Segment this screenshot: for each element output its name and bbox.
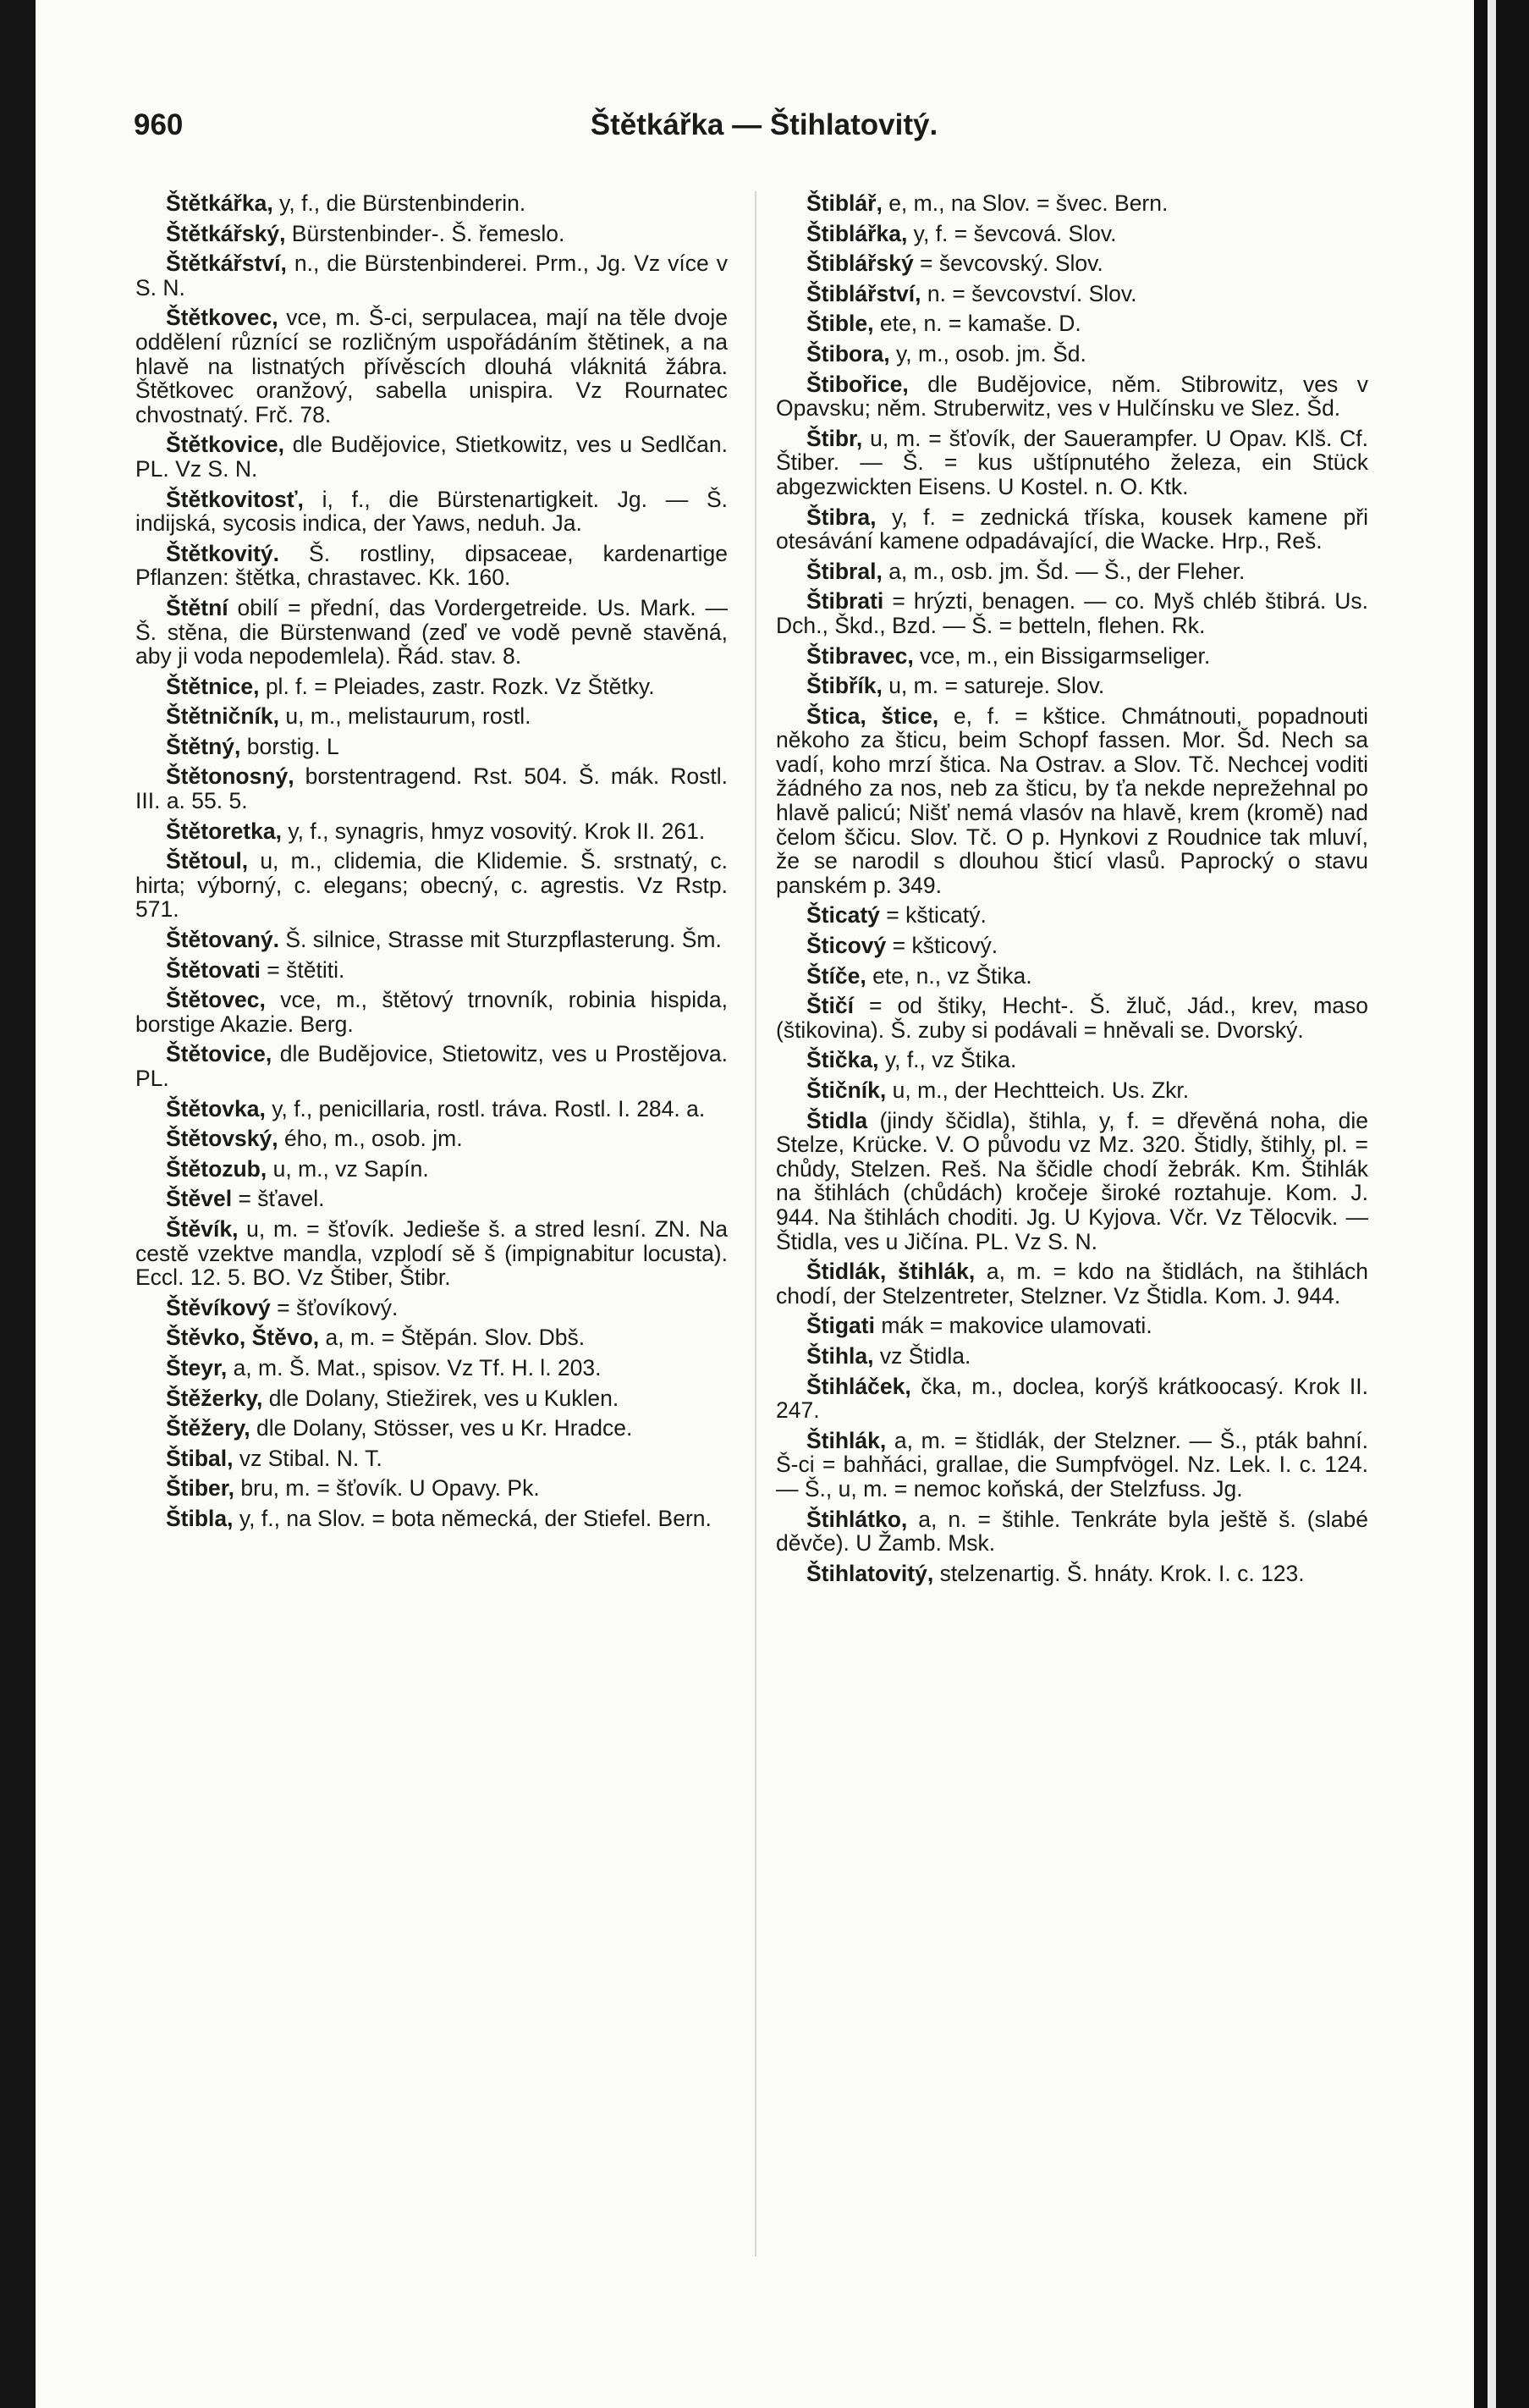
entry-headword: Štětovský, [166,1126,278,1152]
dictionary-entry [776,427,1368,499]
dictionary-entry [135,928,728,952]
dictionary-entry [135,1217,728,1290]
dictionary-entry [135,1296,728,1320]
entry-definition: u, m. = satureje. Slov. [882,673,1105,699]
entry-headword: Štěvíkový [166,1294,271,1320]
entry-definition: čka, m., doclea, korýš krátkoocasý. Krok II. 247. [776,1373,1368,1424]
entry-definition: u, m. = šťovík, der Sauerampfer. U Opav. Klš. Cf. Štiber. — Š. = kus uštípnutého železa, ein Stück abgezwickten Eisens. U Kostel. n. O. Ktk. [776,425,1368,499]
dictionary-page [36,0,1474,2408]
dictionary-entry [135,1386,728,1411]
dictionary-entry [776,191,1368,216]
dictionary-entry [776,222,1368,246]
dictionary-entry [135,1325,728,1350]
dictionary-entry [135,433,728,481]
entry-headword: Štětkovice, [166,432,284,458]
dictionary-entry [135,1356,728,1380]
dictionary-entry [776,1314,1368,1338]
entry-definition: a, m., osb. jm. Šd. — Š., der Fleher. [882,558,1246,584]
entry-definition: dle Budějovice, Stietowitz, ves u Prostějova. PL. [135,1041,728,1091]
entry-headword: Šticový [806,933,887,959]
entry-definition: y, m., osob. jm. Šd. [889,340,1086,366]
entry-definition: stelzenartig. Š. hnáty. Krok. I. c. 123. [933,1560,1305,1586]
entry-headword: Štihlák, [806,1427,887,1453]
entry-headword: Štětkářský, [166,220,286,246]
entry-headword: Štihla, [806,1342,874,1369]
entry-headword: Štětkářství, [166,251,287,277]
entry-definition: vz Stibal. N. T. [233,1445,382,1471]
left-column [135,191,728,1537]
page-number: 960 [134,108,184,141]
dictionary-entry [135,735,728,759]
entry-headword: Štětný, [166,733,241,759]
entry-headword: Štětozub, [166,1155,267,1182]
entry-definition: = kšticový. [886,933,998,959]
dictionary-entry [776,1109,1368,1254]
dictionary-entry [776,505,1368,554]
entry-definition: n. = ševcovství. Slov. [921,280,1137,306]
entry-definition: = hrýzti, benagen. — co. Myš chléb štibrá. Us. Dch., Škd., Bzd. — Š. = betteln, flehen. Rk. [776,588,1368,638]
entry-headword: Štětkovec, [166,305,278,331]
entry-headword: Štibrati [806,588,884,614]
dictionary-entry [135,1476,728,1501]
entry-headword: Štiblář, [806,190,883,216]
entry-headword: Štibal, [166,1445,234,1471]
dictionary-entry [135,596,728,669]
entry-definition: a, m. = štidlák, der Stelzner. — Š., pták bahní. Š-ci = bahňáci, grallae, die Sumpfvögel. Nz. Lek. I. c. 124. — Š., u, m. = nemoc koňská, der Stelzfuss. Jg. [776,1427,1368,1502]
dictionary-entry [135,542,728,590]
entry-headword: Šticatý [806,902,880,928]
entry-definition: vce, m., ein Bissigarmseliger. [913,642,1211,669]
dictionary-entry [135,1097,728,1121]
entry-headword: Štětničník, [166,703,280,730]
entry-headword: Štiber, [166,1475,235,1502]
dictionary-entry [135,488,728,536]
entry-definition: vz Štidla. [873,1342,971,1369]
entry-headword: Štiblářka, [806,220,908,246]
dictionary-entry [135,222,728,246]
entry-headword: Štětnice, [166,673,260,699]
entry-definition: dle Budějovice, Stietkowitz, ves u Sedlčan. PL. Vz S. N. [135,432,728,482]
dictionary-entry [135,849,728,922]
entry-definition: y, f., penicillaria, rostl. tráva. Rostl. I. 284. a. [265,1095,706,1121]
entry-definition: Š. rostliny, dipsaceae, kardenartige Pflanzen: štětka, chrastavec. Kk. 160. [135,540,728,591]
dictionary-entry [776,1375,1368,1423]
entry-headword: Štidlák, štihlák, [806,1259,976,1285]
entry-headword: Štibravec, [806,642,914,669]
entry-definition: y, f., vz Štika. [878,1047,1017,1073]
entry-headword: Štětkářka, [166,190,273,216]
entry-headword: Štička, [806,1047,879,1073]
entry-headword: Šteyr, [166,1354,228,1380]
entry-headword: Štětonosný, [166,763,294,790]
entry-definition: mák = makovice ulamovati. [874,1313,1152,1339]
dictionary-entry [135,819,728,844]
dictionary-entry [776,1429,1368,1502]
entry-headword: Štibral, [806,558,883,584]
entry-definition: a, m. Š. Mat., spisov. Vz Tf. H. l. 203. [227,1354,602,1380]
entry-definition: a, n. = štihle. Tenkráte byla ještě š. (slabé děvče). U Žamb. Msk. [776,1506,1368,1557]
entry-definition: (jindy ščidla), štihla, y, f. = dřevěná noha, die Stelze, Krücke. V. O původu vz Mz. 320. Štidly, štihly, pl. = chůdy, Stelzen. Reš. Na ščidle chodí žebrák. Km. Štihlák na štihlách (chůdách) kročeje široké roztahuje. Kom. J. 944. Na štihlách choditi. Jg. U Kyjova. Včr. Vz Tělocvik. — Štidla, ves u Jičína. PL. Vz S. N. [776,1107,1368,1254]
entry-definition: pl. f. = Pleiades, zastr. Rozk. Vz Štětky. [259,673,655,699]
dictionary-entry [135,1042,728,1090]
entry-headword: Štěvík, [166,1215,239,1242]
entry-definition: vce, m. Š-ci, serpulacea, mají na těle dvoje oddělení různící se rozličným uspořádáním štětinek, a na hlavě na listnatých přívěscích dlouhá vláknitá žábra. Štětkovec oranžový, sabella unispira. Vz Rournatec chvostnatý. Frč. 78. [135,305,728,427]
entry-headword: Štiblářský [806,251,914,277]
entry-headword: Štica, štice, [806,703,939,729]
entry-headword: Štibla, [166,1505,234,1531]
entry-headword: Štětoretka, [166,818,282,844]
entry-headword: Štětovice, [166,1041,272,1067]
dictionary-entry [135,1157,728,1182]
entry-headword: Štíče, [806,962,866,989]
dictionary-entry [776,559,1368,584]
dictionary-entry [135,988,728,1036]
entry-definition: = šťavel. [232,1186,325,1212]
dictionary-entry [135,1187,728,1211]
entry-definition: e, m., na Slov. = švec. Bern. [882,190,1169,216]
entry-headword: Štiblářství, [806,280,921,306]
entry-definition: = kšticatý. [879,902,987,928]
entry-definition: vce, m., štětový trnovník, robinia hispida, borstige Akazie. Berg. [135,987,728,1037]
entry-headword: Štěžery, [166,1415,250,1441]
entry-headword: Štihlatovitý, [806,1560,934,1586]
entry-definition: Bürstenbinder-. Š. řemeslo. [285,220,565,246]
entry-headword: Štičí [806,993,854,1019]
entry-definition: dle Dolany, Stösser, ves u Kr. Hradce. [250,1415,633,1441]
dictionary-entry [776,1562,1368,1586]
entry-headword: Štihláček, [806,1373,911,1399]
entry-headword: Štibra, [806,504,877,530]
entry-definition: u, m., vz Sapín. [267,1155,429,1182]
entry-headword: Štětovka, [166,1095,266,1121]
entry-definition: = štětiti. [260,956,345,983]
entry-headword: Štětkovitosť, [166,486,304,512]
dictionary-entry [135,704,728,729]
dictionary-entry [776,994,1368,1042]
dictionary-entry [776,251,1368,276]
entry-headword: Štičník, [806,1077,887,1103]
entry-headword: Štibřík, [806,673,883,699]
dictionary-entry [776,934,1368,958]
entry-definition: u, m. = šťovík. Jedieše š. a stred lesní. ZN. Na cestě vzektve mandla, vzplodí sě š (impignabitur locusta). Eccl. 12. 5. BO. Vz Štiber, Štibr. [135,1215,728,1291]
dictionary-entry [135,251,728,300]
dictionary-entry [776,964,1368,989]
entry-definition: ete, n. = kamaše. D. [873,311,1081,337]
entry-headword: Štětovec, [166,987,266,1013]
entry-headword: Štibořice, [806,371,909,397]
dictionary-entry [135,764,728,813]
entry-definition: = od štiky, Hecht-. Š. žluč, Jád., krev, maso (štikovina). Š. zuby si podávali = hněvali se. Dvorský. [776,993,1368,1043]
page-header [134,108,1394,151]
entry-definition: borstentragend. Rst. 504. Š. mák. Rostl. III. a. 55. 5. [135,763,728,814]
dictionary-entry [776,1048,1368,1072]
entry-definition: y, f., synagris, hmyz vosovitý. Krok II. 261. [281,818,706,844]
entry-definition: u, m., clidemia, die Klidemie. Š. srstnatý, c. hirta; výborný, c. elegans; obecný, c. agrestis. Vz Rstp. 571. [135,848,728,923]
dictionary-entry [135,958,728,983]
entry-definition: ého, m., osob. jm. [278,1126,463,1152]
entry-definition: obilí = přední, das Vordergetreide. Us. Mark. — Š. stěna, die Bürstenwand (zeď ve vodě pevně stavěná, aby ji voda nepodemlela). Řád. stav. 8. [135,594,728,670]
dictionary-entry [776,1078,1368,1103]
dictionary-entry [135,191,728,216]
dictionary-entry [776,644,1368,669]
dictionary-entry [776,674,1368,698]
running-head: Štětkářka — Štihlatovitý. [590,108,938,141]
entry-headword: Štigati [806,1313,875,1339]
dictionary-entry [776,1507,1368,1556]
dictionary-entry [776,704,1368,898]
entry-headword: Štihlátko, [806,1506,908,1532]
next-page-edge [1488,0,1496,2408]
entry-definition: dle Dolany, Stiežirek, ves u Kuklen. [262,1385,619,1411]
entry-headword: Štětní [166,594,228,620]
dictionary-entry [776,311,1368,336]
dictionary-entry [135,1507,728,1531]
entry-definition: y, f. = ševcová. Slov. [907,220,1117,246]
entry-definition: = šťovíkový. [270,1294,399,1320]
entry-definition: Š. silnice, Strasse mit Sturzpflasterung. Šm. [279,927,722,953]
dictionary-entry [776,342,1368,366]
entry-definition: y, f. = zednická tříska, kousek kamene při otesávání kamene odpadávající, die Wacke. Hrp., Reš. [776,504,1368,554]
entry-headword: Štětovaný. [166,927,280,953]
entry-definition: u, m., der Hechtteich. Us. Zkr. [886,1077,1190,1103]
dictionary-entry [135,1446,728,1471]
entry-definition: a, m. = kdo na štidlách, na štihlách chodí, der Stelzentreter, Stelzner. Vz Štidla. Kom. J. 944. [776,1259,1368,1309]
dictionary-entry [776,282,1368,306]
right-column [776,191,1368,1591]
entry-headword: Štible, [806,311,874,337]
entry-definition: n., die Bürstenbinderei. Prm., Jg. Vz více v S. N. [135,251,728,300]
dictionary-entry [135,1416,728,1441]
entry-headword: Štibora, [806,340,890,366]
dictionary-entry [776,372,1368,421]
entry-definition: y, f., die Bürstenbinderin. [272,190,526,216]
entry-headword: Štětovati [166,956,261,983]
entry-headword: Štěvko, Štěvo, [166,1325,320,1351]
entry-headword: Štidla [806,1107,868,1133]
dictionary-entry [776,903,1368,928]
scan-left-border [0,0,36,2408]
dictionary-entry [135,306,728,427]
entry-definition: = ševcovský. Slov. [913,251,1103,277]
column-divider [755,191,756,2256]
dictionary-entry [135,675,728,699]
entry-headword: Štěžerky, [166,1385,263,1411]
entry-definition: u, m., melistaurum, rostl. [279,703,531,730]
entry-definition: dle Budějovice, něm. Stibrowitz, ves v Opavsku; něm. Struberwitz, ves v Hulčínsku ve Slez. Šd. [776,371,1368,422]
dictionary-entry [776,1344,1368,1369]
entry-headword: Štěvel [166,1186,233,1212]
dictionary-entry [776,589,1368,637]
entry-headword: Štětoul, [166,848,249,874]
entry-headword: Štibr, [806,425,863,451]
entry-headword: Štětkovitý. [166,540,280,566]
scan-right-border [1474,0,1529,2408]
entry-definition: i, f., die Bürstenartigkeit. Jg. — Š. indijská, sycosis indica, der Yaws, neduh. Ja. [135,486,728,537]
entry-definition: y, f., na Slov. = bota německá, der Stiefel. Bern. [233,1505,712,1531]
dictionary-entry [776,1259,1368,1308]
dictionary-entry [135,1127,728,1151]
entry-definition: borstig. L [240,733,339,759]
entry-definition: e, f. = kštice. Chmátnouti, popadnouti někoho za šticu, beim Schopf fassen. Mor. Šd. Nech sa vadí, koho mrzí štica. Na Ostrav. a Slov. Tč. Nechcej voditi žádného za nos, neb za šticu, by ťa nekde neprežehnal po hlavě palicú; Nišť nemá vlasóv na hlavě, krem (kromě) nad čelom ščicu. Slov. Tč. O p. Hynkovi z Roudnice tak mluví, že se narodil s dlouhou šticí vlasů. Paprocký o stavu panském p. 349. [776,703,1369,898]
entry-definition: bru, m. = šťovík. U Opavy. Pk. [234,1475,540,1502]
entry-definition: a, m. = Štěpán. Slov. Dbš. [319,1325,586,1351]
entry-definition: ete, n., vz Štika. [866,962,1032,989]
